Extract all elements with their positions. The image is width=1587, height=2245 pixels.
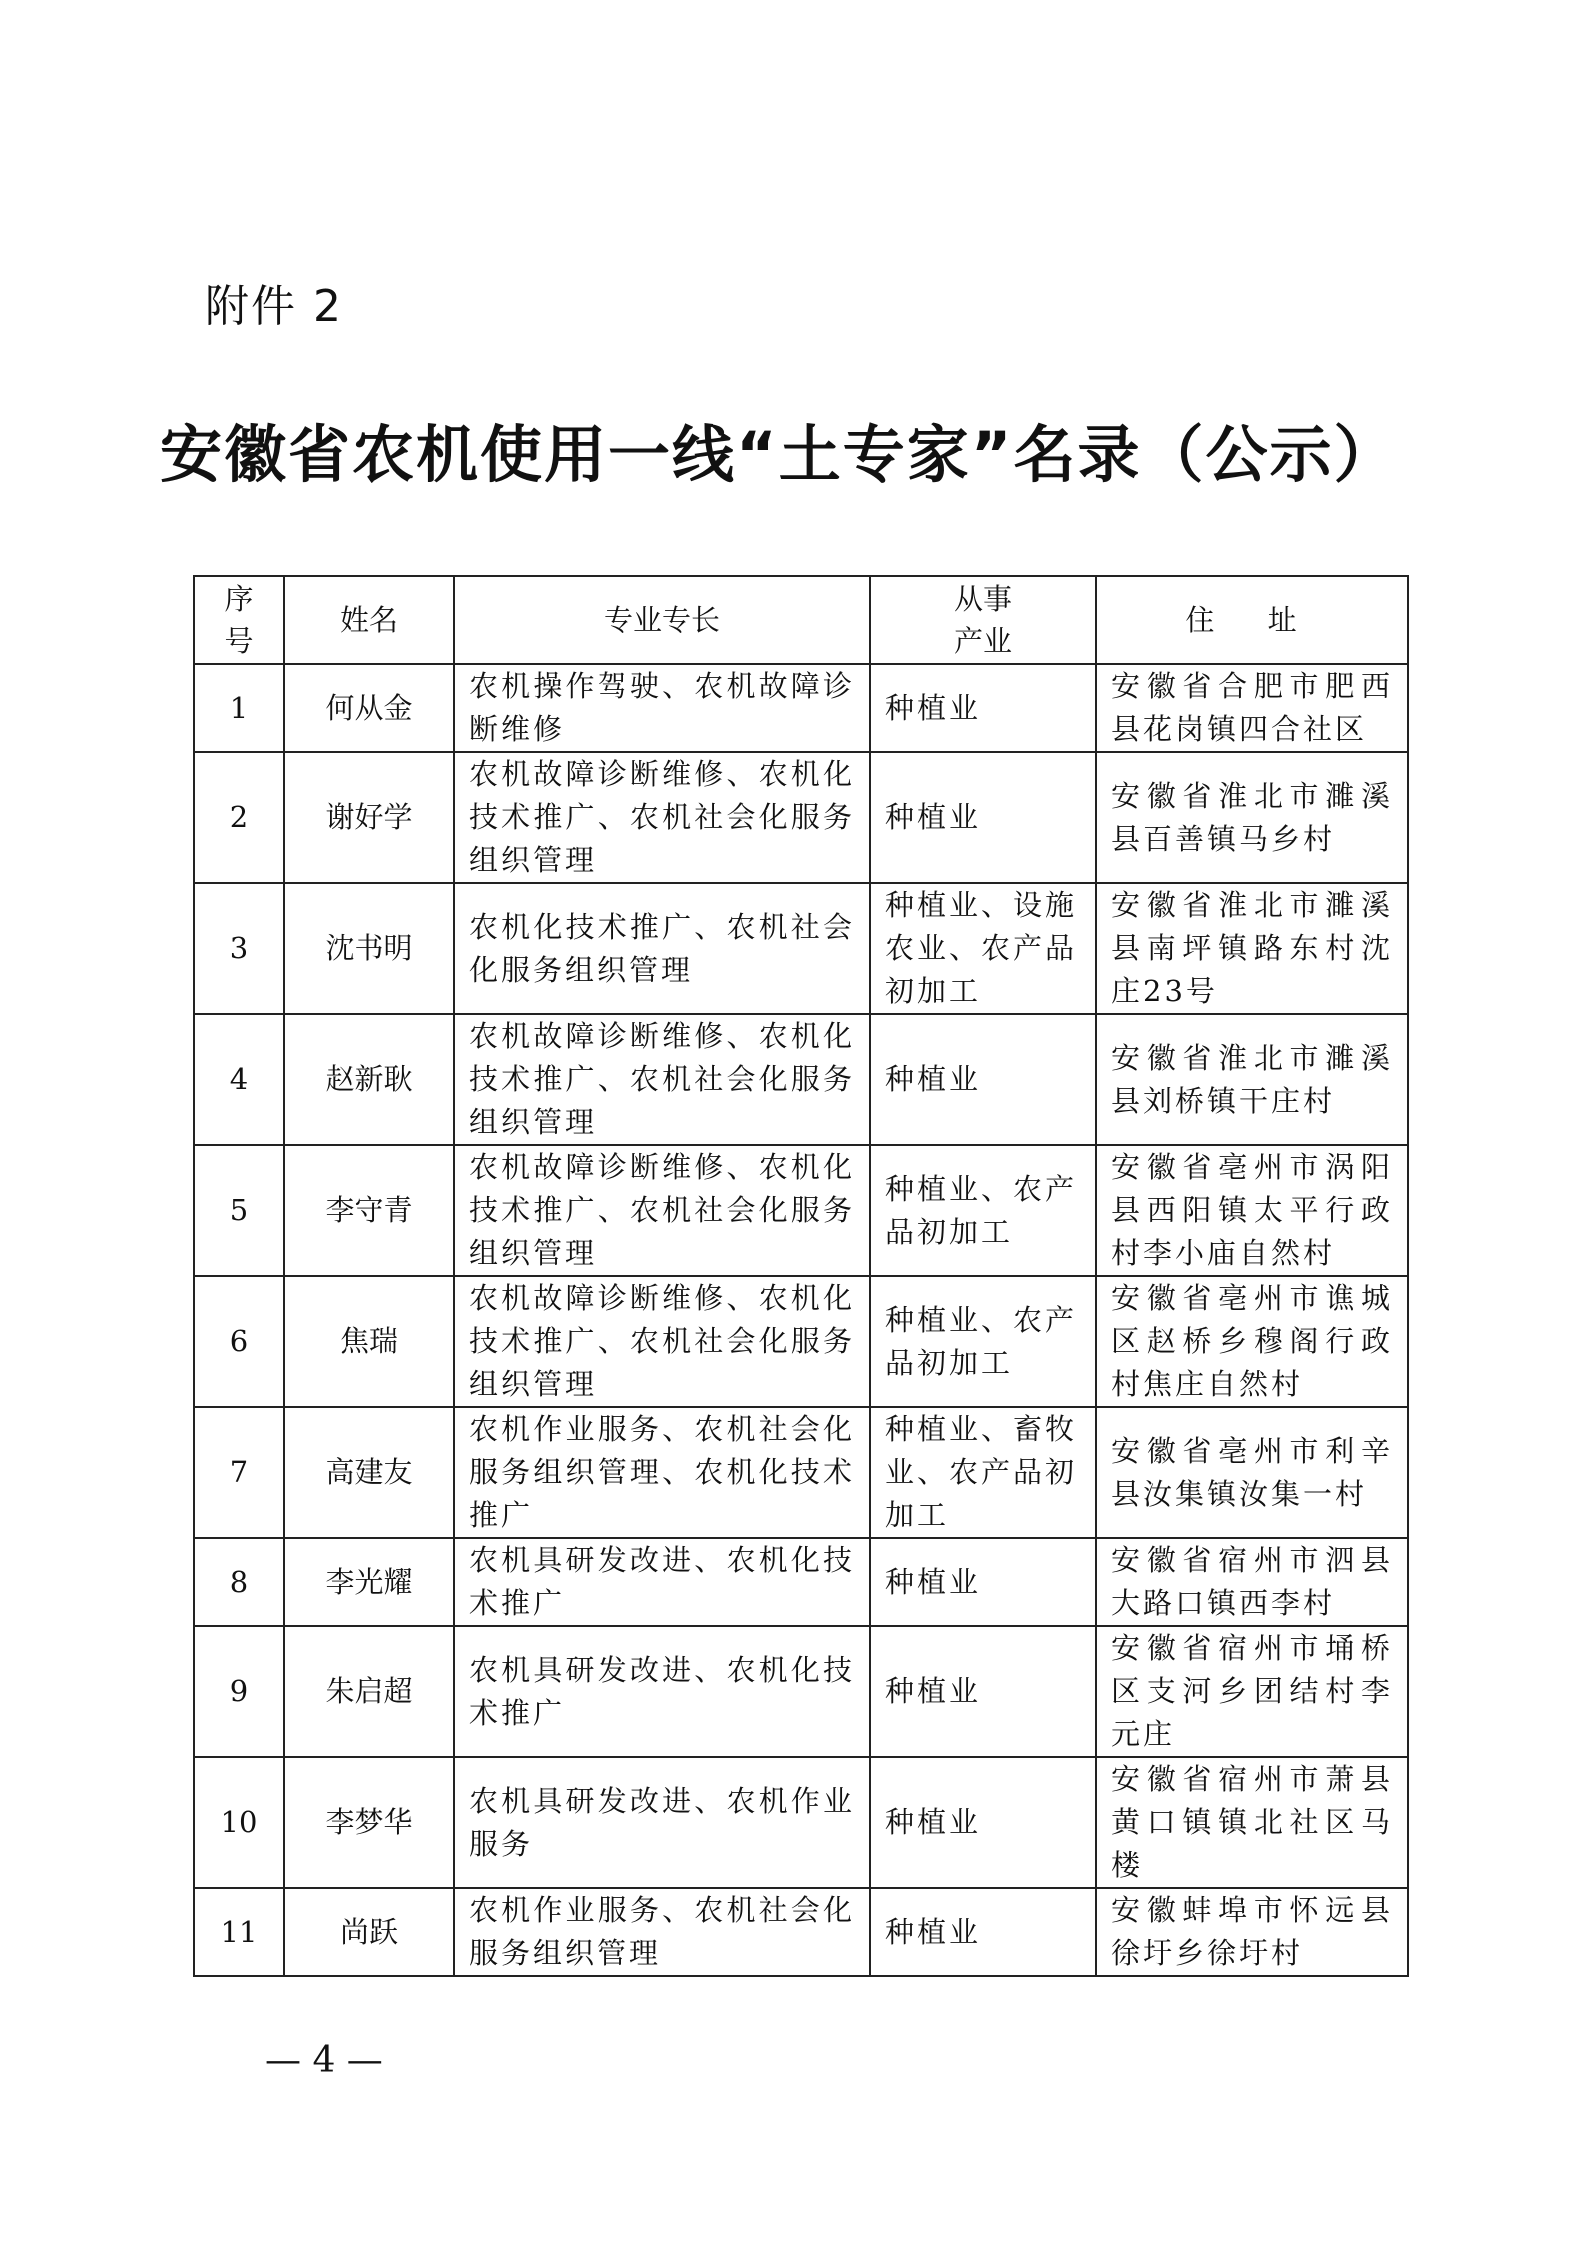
- cell-seq: 9: [194, 1626, 284, 1757]
- cell-seq: 4: [194, 1014, 284, 1145]
- cell-address: 安徽省宿州市埇桥区支河乡团结村李元庄: [1096, 1626, 1408, 1757]
- cell-specialty: 农机故障诊断维修、农机化技术推广、农机社会化服务组织管理: [454, 1145, 870, 1276]
- cell-industry: 种植业: [870, 1014, 1096, 1145]
- cell-name: 李守青: [284, 1145, 454, 1276]
- cell-industry: 种植业: [870, 752, 1096, 883]
- cell-name: 尚跃: [284, 1888, 454, 1976]
- cell-specialty: 农机故障诊断维修、农机化技术推广、农机社会化服务组织管理: [454, 1014, 870, 1145]
- cell-industry: 种植业: [870, 1626, 1096, 1757]
- cell-seq: 8: [194, 1538, 284, 1626]
- cell-name: 赵新耿: [284, 1014, 454, 1145]
- cell-address: 安徽省宿州市萧县黄口镇镇北社区马楼: [1096, 1757, 1408, 1888]
- cell-specialty: 农机具研发改进、农机化技术推广: [454, 1538, 870, 1626]
- cell-specialty: 农机操作驾驶、农机故障诊断维修: [454, 664, 870, 752]
- table-row: [194, 1757, 1408, 1888]
- cell-address: 安徽省亳州市涡阳县西阳镇太平行政村李小庙自然村: [1096, 1145, 1408, 1276]
- table-row: [194, 1145, 1408, 1276]
- cell-address: 安徽省淮北市濉溪县刘桥镇干庄村: [1096, 1014, 1408, 1145]
- cell-address: 安徽省淮北市濉溪县南坪镇路东村沈庄23号: [1096, 883, 1408, 1014]
- cell-name: 焦瑞: [284, 1276, 454, 1407]
- cell-name: 高建友: [284, 1407, 454, 1538]
- cell-seq: 10: [194, 1757, 284, 1888]
- header-seq: 序号: [194, 576, 284, 664]
- cell-address: 安徽省宿州市泗县大路口镇西李村: [1096, 1538, 1408, 1626]
- cell-seq: 7: [194, 1407, 284, 1538]
- table-row: [194, 1276, 1408, 1407]
- table-row: [194, 1626, 1408, 1757]
- cell-name: 李光耀: [284, 1538, 454, 1626]
- cell-address: 安徽省亳州市利辛县汝集镇汝集一村: [1096, 1407, 1408, 1538]
- cell-seq: 3: [194, 883, 284, 1014]
- table-row: [194, 1888, 1408, 1976]
- cell-seq: 1: [194, 664, 284, 752]
- cell-industry: 种植业、农产品初加工: [870, 1276, 1096, 1407]
- document-title: 安徽省农机使用一线“土专家”名录（公示）: [160, 418, 1398, 491]
- page-number: — 4 —: [265, 2040, 383, 2081]
- attachment-label: 附件 2: [205, 281, 343, 332]
- cell-industry: 种植业: [870, 1538, 1096, 1626]
- table-row: [194, 1407, 1408, 1538]
- header-industry: 从事产业: [870, 576, 1096, 664]
- cell-industry: 种植业: [870, 1888, 1096, 1976]
- table-header-row: [194, 576, 1408, 664]
- cell-name: 李梦华: [284, 1757, 454, 1888]
- cell-address: 安徽省淮北市濉溪县百善镇马乡村: [1096, 752, 1408, 883]
- cell-address: 安徽省合肥市肥西县花岗镇四合社区: [1096, 664, 1408, 752]
- cell-name: 朱启超: [284, 1626, 454, 1757]
- cell-seq: 6: [194, 1276, 284, 1407]
- table-row: [194, 752, 1408, 883]
- table-row: [194, 1014, 1408, 1145]
- cell-industry: 种植业、畜牧业、农产品初加工: [870, 1407, 1096, 1538]
- cell-seq: 2: [194, 752, 284, 883]
- cell-address: 安徽省亳州市谯城区赵桥乡穆阁行政村焦庄自然村: [1096, 1276, 1408, 1407]
- cell-industry: 种植业: [870, 1757, 1096, 1888]
- cell-specialty: 农机故障诊断维修、农机化技术推广、农机社会化服务组织管理: [454, 1276, 870, 1407]
- header-address: 住 址: [1096, 576, 1408, 664]
- cell-industry: 种植业: [870, 664, 1096, 752]
- table-row: [194, 883, 1408, 1014]
- cell-name: 谢好学: [284, 752, 454, 883]
- cell-specialty: 农机化技术推广、农机社会化服务组织管理: [454, 883, 870, 1014]
- cell-name: 何从金: [284, 664, 454, 752]
- header-name: 姓名: [284, 576, 454, 664]
- cell-industry: 种植业、农产品初加工: [870, 1145, 1096, 1276]
- cell-specialty: 农机故障诊断维修、农机化技术推广、农机社会化服务组织管理: [454, 752, 870, 883]
- header-specialty: 专业专长: [454, 576, 870, 664]
- cell-industry: 种植业、设施农业、农产品初加工: [870, 883, 1096, 1014]
- expert-roster-table: [193, 575, 1409, 1977]
- cell-address: 安徽蚌埠市怀远县徐圩乡徐圩村: [1096, 1888, 1408, 1976]
- cell-specialty: 农机具研发改进、农机化技术推广: [454, 1626, 870, 1757]
- cell-seq: 11: [194, 1888, 284, 1976]
- cell-name: 沈书明: [284, 883, 454, 1014]
- cell-specialty: 农机作业服务、农机社会化服务组织管理、农机化技术推广: [454, 1407, 870, 1538]
- table-row: [194, 1538, 1408, 1626]
- cell-specialty: 农机作业服务、农机社会化服务组织管理: [454, 1888, 870, 1976]
- table-row: [194, 664, 1408, 752]
- cell-seq: 5: [194, 1145, 284, 1276]
- cell-specialty: 农机具研发改进、农机作业服务: [454, 1757, 870, 1888]
